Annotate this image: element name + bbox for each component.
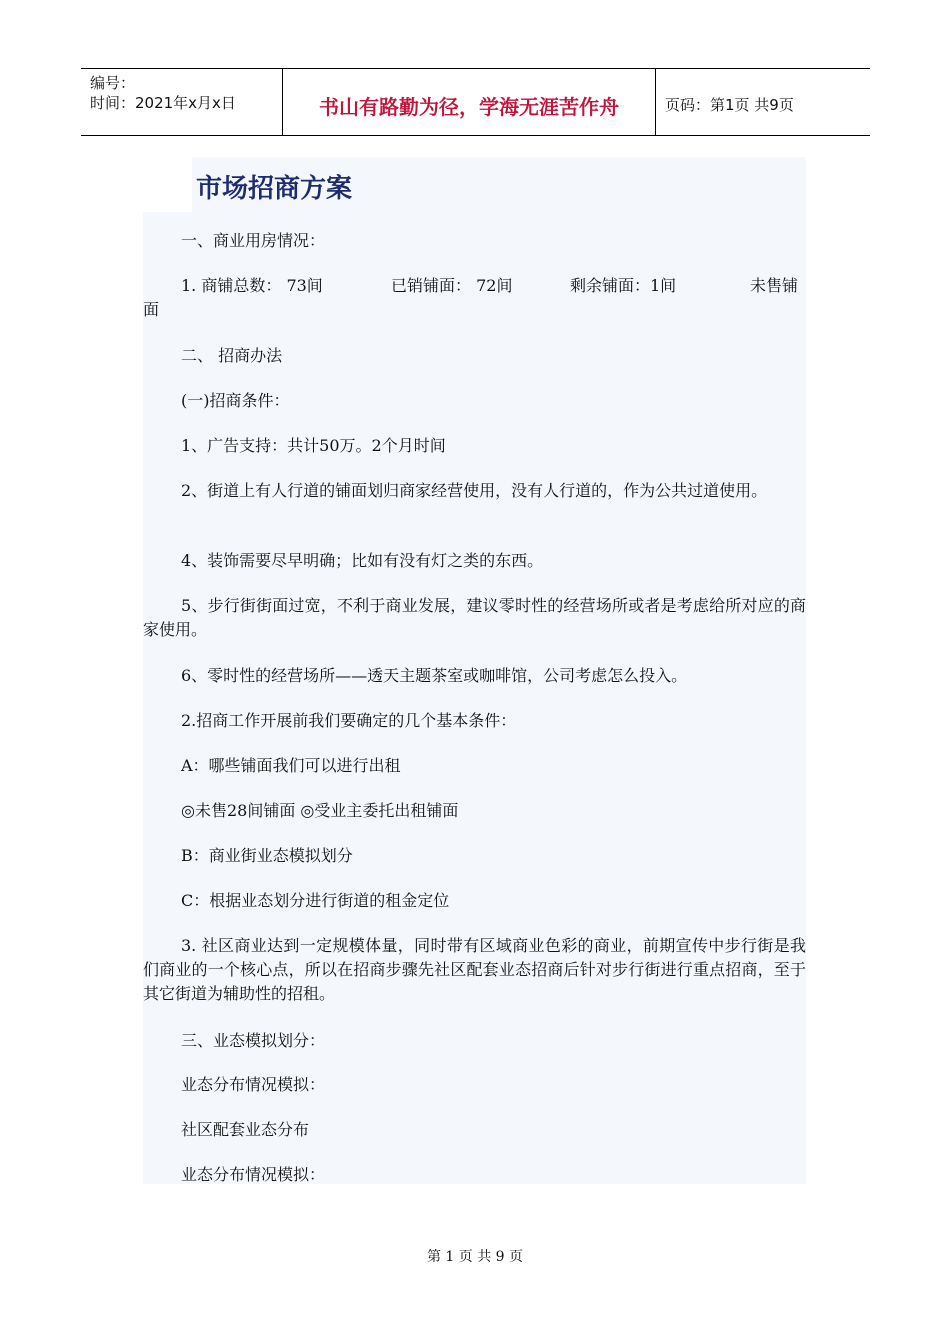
header-middle-cell — [282, 69, 656, 135]
condition-2: 2、街道上有人行道的铺面划归商家经营使用，没有人行道的，作为公共过道使用。 — [181, 481, 768, 500]
header-right-cell — [656, 69, 870, 135]
item1-unsold-start: 未售铺 — [750, 276, 799, 295]
item1-sold: 已销铺面： 72间 — [391, 276, 513, 295]
condition-1: 1、广告支持：共计50万。2个月时间 — [181, 436, 446, 455]
simulation-2: 业态分布情况模拟： — [181, 1165, 326, 1184]
sub1-heading: (一)招商条件： — [181, 391, 290, 410]
time-label: 时间：2021年x月x日 — [90, 94, 236, 112]
item-a: A：哪些铺面我们可以进行出租 — [181, 756, 401, 775]
page-header — [81, 68, 870, 136]
item-a-options: ◎未售28间铺面 ◎受业主委托出租铺面 — [181, 801, 459, 820]
condition-5: 5、步行街街面过宽，不利于商业发展，建议零时性的经营场所或者是考虑给所对应的商家使用。 — [143, 596, 806, 639]
section3-heading: 三、业态模拟划分： — [181, 1031, 326, 1050]
section2-heading: 二、 招商办法 — [181, 346, 283, 365]
item-b: B：商业街业态模拟划分 — [181, 846, 353, 865]
item1-total: 1. 商铺总数： 73间 — [181, 276, 323, 295]
community-distribution: 社区配套业态分布 — [181, 1120, 310, 1139]
number-label: 编号： — [90, 74, 136, 92]
header-left-cell — [81, 69, 282, 135]
paragraph-3: 3. 社区商业达到一定规模体量，同时带有区域商业色彩的商业，前期宣传中步行街是我们商业的一个核心点，所以在招商步骤先社区配套业态招商后针对步行街进行重点招商，至于其它街道为辅助性的招租。 — [143, 936, 806, 1003]
section1-heading: 一、商业用房情况： — [181, 231, 326, 250]
item-c: C：根据业态划分进行街道的租金定位 — [181, 891, 450, 910]
item1-remaining: 剩余铺面：1间 — [570, 276, 677, 295]
simulation-1: 业态分布情况模拟： — [181, 1075, 326, 1094]
title-box — [192, 157, 806, 213]
basic-conditions: 2.招商工作开展前我们要确定的几个基本条件： — [181, 711, 517, 730]
page-footer: 第 1 页 共 9 页 — [426, 1249, 524, 1265]
document-title: 市场招商方案 — [196, 174, 353, 204]
condition-4: 4、装饰需要尽早明确；比如有没有灯之类的东西。 — [181, 551, 544, 570]
item1-unsold-end: 面 — [143, 300, 160, 319]
condition-6: 6、零时性的经营场所——透天主题茶室或咖啡馆，公司考虑怎么投入。 — [181, 666, 688, 685]
page-code: 页码：第1页 共9页 — [665, 96, 794, 114]
motto: 书山有路勤为径，学海无涯苦作舟 — [319, 95, 619, 119]
